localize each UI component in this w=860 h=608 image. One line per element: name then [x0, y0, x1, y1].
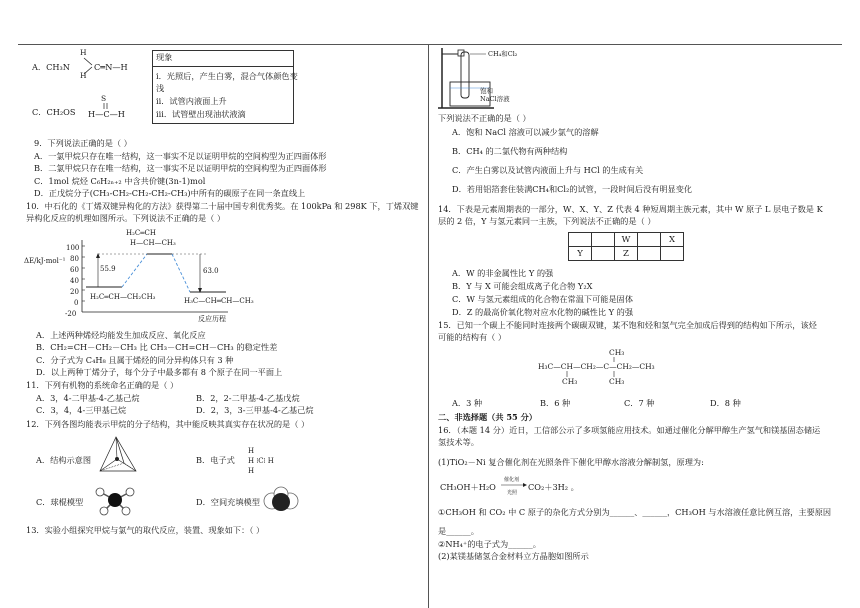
q9-option-b: B．二氯甲烷只存在唯一结构，这一事实不足以证明甲烷的空间构型为正四面体形	[34, 163, 327, 173]
q15-struct-ch3-b2: CH₃	[609, 377, 625, 386]
q10-option-a: A．上述两种烯烃均能发生加成反应、氧化反应	[36, 330, 206, 340]
q9-option-a: A．一氯甲烷只存在唯一结构，这一事实不足以证明甲烷的空间构型为正四面体形	[34, 151, 327, 161]
pt-cell	[661, 247, 684, 261]
q9-option-d: D．正戊烷分子(CH₃-CH₂-CH₂-CH₂-CH₃)中所有的碳原子在同一条直线上	[34, 188, 306, 198]
phenomenon-table-header	[153, 51, 293, 67]
phenomenon-ii: ii．试管内液面上升	[156, 96, 227, 106]
ytick-100: 100	[66, 244, 80, 252]
q15-option-a: A．3 种	[452, 398, 483, 408]
part-two-heading: 二、非选择题（共 55 分）	[438, 412, 537, 422]
phenomenon-head: 现象	[156, 52, 173, 62]
q14-stem-1: 14．下表是元素周期表的一部分，W、X、Y、Z 代表 4 种短周期主族元素，其中 W 原子 L 层电子数是 K	[438, 204, 823, 214]
q11-option-c: C．3，4，4-三甲基己烷	[36, 405, 127, 415]
pt-cell	[592, 233, 615, 247]
q8-option-c: C．CH₂OS	[32, 107, 76, 117]
q13-option-d: D．若用铝箔套住装满CH₄和Cl₂的试管，一段时间后没有明显变化	[452, 184, 693, 194]
q13-option-a: A．饱和 NaCl 溶液可以减少氯气的溶解	[452, 127, 599, 137]
q13-option-c: C．产生白雾以及试管内液面上升与 HCl 的生成有关	[452, 165, 644, 175]
q12-option-c: C．球棍模型	[36, 497, 84, 507]
q10-option-c: C．分子式为 C₄H₈ 且属于烯烃的同分异构体只有 3 种	[36, 355, 234, 365]
q10-option-d: D．以上两种丁烯分子，每个分子中最多都有 8 个原子在同一平面上	[36, 367, 283, 377]
q16-question-1: ①CH₃OH 和 CO₂ 中 C 原子的杂化方式分别为______、______，CH₃OH 与水溶液任意比例互溶，主要原因	[438, 507, 832, 517]
q10-option-b: B．CH₂=CH－CH₂－CH₃ 比 CH₃－CH=CH－CH₃ 的稳定性差	[36, 342, 278, 352]
periodic-table-fragment	[568, 232, 684, 261]
ts-mol-2: H—CH—CH₃	[130, 239, 176, 247]
space-filling-model	[264, 486, 298, 516]
q14-option-c: C．W 与氢元素组成的化合物在常温下可能是固体	[452, 294, 634, 304]
ytick-20: 20	[70, 288, 79, 296]
q15-stem-2: 可能的结构有（ ）	[438, 332, 507, 342]
phenomenon-i: i．光照后，产生白雾，混合气体颜色变	[156, 71, 298, 81]
q13-option-b: B．CH₄ 的二氯代物有两种结构	[452, 146, 568, 156]
product-mol: H₃C—CH═CH—CH₃	[184, 297, 254, 305]
q15-option-d: D．8 种	[710, 398, 741, 408]
apparatus-label-sol2: NaCl溶液	[480, 95, 510, 103]
phenomenon-i-cont: 浅	[156, 83, 165, 93]
q10-stem-2: 异构化反应的机理如图所示。下列说法不正确的是（ ）	[26, 213, 226, 223]
ytick-0: 0	[74, 299, 79, 307]
q11-stem: 11．下列有机物的系统命名正确的是（ ）	[26, 380, 179, 390]
energy-val-1: 55.9	[100, 265, 116, 273]
energy-val-2: 63.0	[203, 267, 219, 275]
methane-structure-drawing	[96, 433, 142, 479]
q8-option-a: A．CH₃N	[32, 62, 70, 72]
q15-struct-ch3-b1: CH₃	[562, 377, 578, 386]
q15-stem-1: 15．已知一个碳上不能同时连接两个碳碳双键，某不饱和烃和氢气完全加成后得到的结构如下所示，该烃	[438, 320, 817, 330]
equation-arrow	[501, 483, 527, 487]
pt-cell: Z	[615, 247, 638, 261]
ytick-40: 40	[70, 277, 79, 285]
q16-question-2: ②NH₄⁺的电子式为______。	[438, 539, 541, 549]
q8-struct-h-top: H	[80, 48, 87, 57]
pt-cell: W	[615, 233, 638, 247]
pt-cell: Y	[569, 247, 592, 261]
q16-stem-2: 氢技术等。	[438, 437, 479, 447]
ytick-60: 60	[70, 266, 79, 274]
pt-cell	[638, 233, 661, 247]
q11-option-b: B．2，2-二甲基-4-乙基戊烷	[196, 393, 300, 403]
electron-formula: H H ⁞C⁞ H H	[248, 447, 274, 475]
q15-struct-main: H₃C—CH—CH₂—C—CH₂—CH₃	[538, 362, 655, 371]
equation-cond-bottom: 光照	[507, 490, 518, 496]
column-divider	[428, 44, 429, 608]
ts-mol-1: H₂C═CH	[126, 229, 156, 237]
phenomenon-iii: iii．试管壁出现油状液滴	[156, 109, 246, 119]
energy-ylabel: ΔE/kJ·mol⁻¹	[24, 257, 66, 265]
q15-struct-ch3-top: CH₃	[609, 348, 625, 357]
pt-cell: X	[661, 233, 684, 247]
q16-sub-1: (1)TiO₂－Ni 复合催化剂在光照条件下催化甲醇水溶液分解制氢，原理为:	[438, 457, 704, 467]
q8-struct-s: S	[101, 94, 107, 103]
energy-xlabel: 反应历程	[198, 315, 226, 323]
q12-option-d: D．空间充填模型	[196, 497, 260, 507]
ytick-80: 80	[70, 255, 79, 263]
q10-stem-1: 10．中石化的《丁烯双键异构化的方法》获得第二十届中国专利优秀奖。在 100kPa 和 298K 下，丁烯双键	[26, 201, 419, 211]
q16-sub-2: (2)某镁基储氢合金材料立方晶胞如图所示	[438, 551, 589, 561]
apparatus-label-sol1: 饱和	[480, 87, 493, 95]
q12-option-b: B．电子式	[196, 455, 235, 465]
q11-option-a: A．3，4-二甲基-4-乙基己烷	[36, 393, 140, 403]
pt-cell	[569, 233, 592, 247]
q12-option-a: A．结构示意图	[36, 455, 92, 465]
pt-cell	[638, 247, 661, 261]
q12-stem: 12．下列各图均能表示甲烷的分子结构，其中能反映其真实存在状况的是（ ）	[26, 419, 310, 429]
equation-cond-top: 催化剂	[504, 477, 520, 483]
q9-option-c: C．1mol 烷烃 C₆H₂ₙ₊₂ 中含共价键(3n-1)mol	[34, 176, 206, 186]
energy-diagram	[82, 240, 232, 320]
ytick-neg20: -20	[65, 310, 77, 318]
q16-question-1b: 是______。	[438, 526, 479, 536]
ball-stick-model	[94, 484, 136, 516]
q14-option-b: B．Y 与 X 可能会组成离子化合物 Y₂X	[452, 281, 593, 291]
q16-stem-1: 16．（本题 14 分）近日，工信部公示了多项氢能应用技术。如通过催化分解甲醇生产氢气和镁基固态储运	[438, 425, 821, 435]
top-rule	[18, 44, 842, 45]
q14-stem-2: 层的 2 倍，Y 与氢元素同一主族，下列说法不正确的是（ ）	[438, 216, 656, 226]
q13-stem-2: 下列说法不正确的是（ ）	[438, 113, 531, 123]
q8-struct-hch: H—C—H	[88, 109, 125, 119]
q9-stem: 9．下列说法正确的是（ ）	[34, 138, 132, 148]
q15-option-b: B．6 种	[540, 398, 571, 408]
equation-left: CH₃OH＋H₂O	[440, 482, 496, 492]
q14-option-d: D．Z 的最高价氧化物对应水化物的碱性比 Y 的强	[452, 307, 634, 317]
q8-struct-h-bottom: H	[80, 71, 87, 80]
q13-stem: 13．实验小组探究甲烷与氯气的取代反应，装置、现象如下：（ ）	[26, 525, 265, 535]
pt-cell	[592, 247, 615, 261]
apparatus-label-gas: CH₄和Cl₂	[488, 50, 518, 58]
reactant-mol: H₂C═CH—CH₂CH₃	[90, 293, 156, 301]
q11-option-d: D．2，3，3-三甲基-4-乙基己烷	[196, 405, 314, 415]
q8-struct-cn: C═N—H	[94, 62, 128, 72]
q14-option-a: A．W 的非金属性比 Y 的强	[452, 268, 554, 278]
equation-right: CO₂＋3H₂ 。	[528, 482, 579, 492]
q15-struct-bonds	[560, 355, 620, 379]
q15-option-c: C．7 种	[624, 398, 655, 408]
